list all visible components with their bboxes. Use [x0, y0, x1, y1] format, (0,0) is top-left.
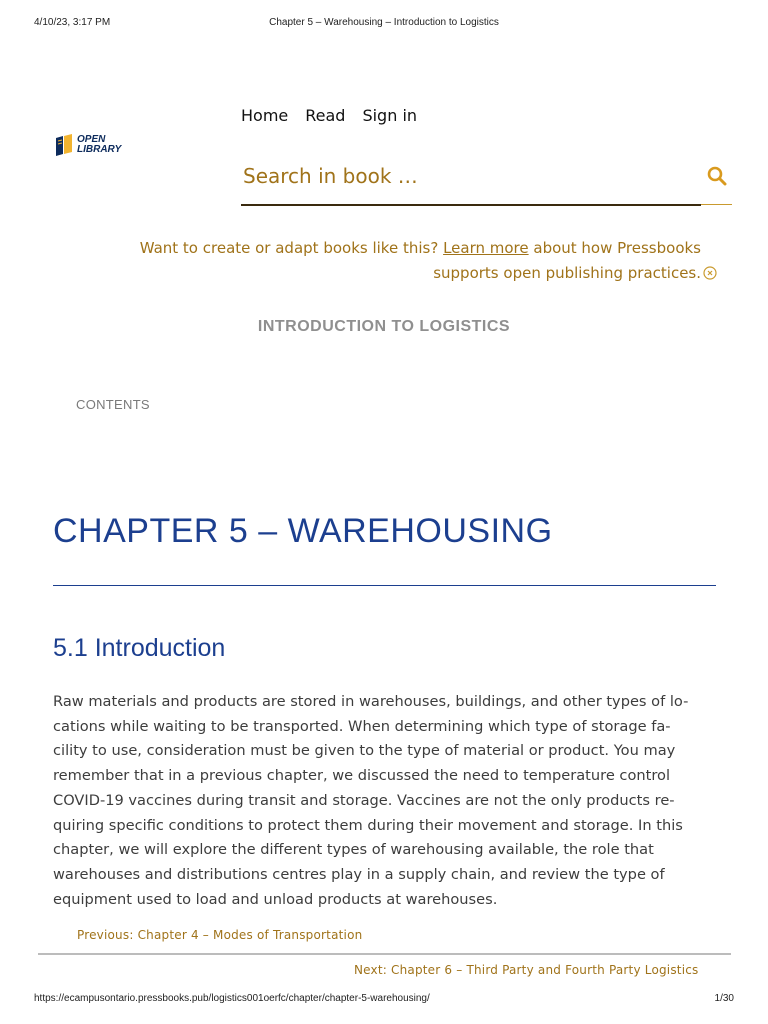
search-input[interactable] — [241, 164, 685, 188]
search-icon — [707, 166, 727, 186]
paragraph-line: warehouses and distributions centres play in a supply chain, and review the type of — [53, 865, 665, 883]
nav-divider — [38, 953, 731, 955]
contents-toggle[interactable]: CONTENTS — [76, 397, 150, 412]
section-title: 5.1 Introduction — [53, 634, 226, 662]
open-library-logo[interactable] — [54, 134, 121, 156]
paragraph-line: Raw materials and products are stored in warehouses, buildings, and other types of lo- — [53, 693, 689, 710]
notice-text-line2: supports open publishing practices. — [433, 264, 701, 282]
print-page-title: Chapter 5 – Warehousing – Introduction to Logistics — [269, 17, 499, 28]
chapter-title: CHAPTER 5 – WAREHOUSING — [53, 512, 553, 550]
top-nav — [241, 106, 417, 125]
paragraph-line: quiring specific conditions to protect them during their movement and storage. In this — [53, 816, 683, 834]
print-page-number: 1/30 — [714, 993, 734, 1004]
print-datetime: 4/10/23, 3:17 PM — [34, 17, 111, 28]
previous-chapter-link[interactable]: Previous: Chapter 4 – Modes of Transportation — [77, 928, 363, 942]
chapter-divider — [53, 585, 716, 586]
nav-sign-in-link[interactable]: Sign in — [362, 106, 418, 125]
learn-more-link[interactable]: Learn more — [443, 239, 529, 257]
next-chapter-link[interactable]: Next: Chapter 6 – Third Party and Fourth Party Logistics — [354, 963, 699, 977]
paragraph-line: cations while waiting to be transported. When determining which type of storage fa- — [53, 717, 671, 735]
paragraph-line: chapter, we will explore the different types of warehousing available, the role that — [53, 841, 654, 859]
book-icon — [54, 134, 74, 156]
notice-close-button[interactable] — [703, 265, 717, 284]
logo-line-open: OPEN — [77, 134, 106, 145]
paragraph-line: remember that in a previous chapter, we discussed the need to temperature control — [53, 767, 671, 785]
print-url: https://ecampusontario.pressbooks.pub/logistics001oerfc/chapter/chapter-5-warehousing/ — [34, 993, 430, 1004]
search-box — [241, 148, 701, 206]
intro-paragraph — [53, 690, 721, 912]
close-icon — [703, 266, 717, 280]
search-button[interactable] — [701, 148, 732, 205]
notice-text: Want to create or adapt books like this? — [139, 239, 444, 257]
nav-home-link[interactable]: Home — [241, 106, 289, 125]
paragraph-line: equipment used to load and unload products at warehouses. — [53, 890, 498, 908]
book-title[interactable]: INTRODUCTION TO LOGISTICS — [257, 318, 511, 335]
nav-read-link[interactable]: Read — [305, 106, 346, 125]
paragraph-line: COVID-19 vaccines during transit and storage. Vaccines are not the only products re- — [53, 791, 675, 809]
logo-line-library: LIBRARY — [77, 144, 122, 155]
pressbooks-notice — [60, 236, 701, 286]
paragraph-line: cility to use, consideration must be given to the type of material or product. You may — [53, 742, 676, 760]
notice-text-continued: about how Pressbooks — [528, 239, 701, 257]
